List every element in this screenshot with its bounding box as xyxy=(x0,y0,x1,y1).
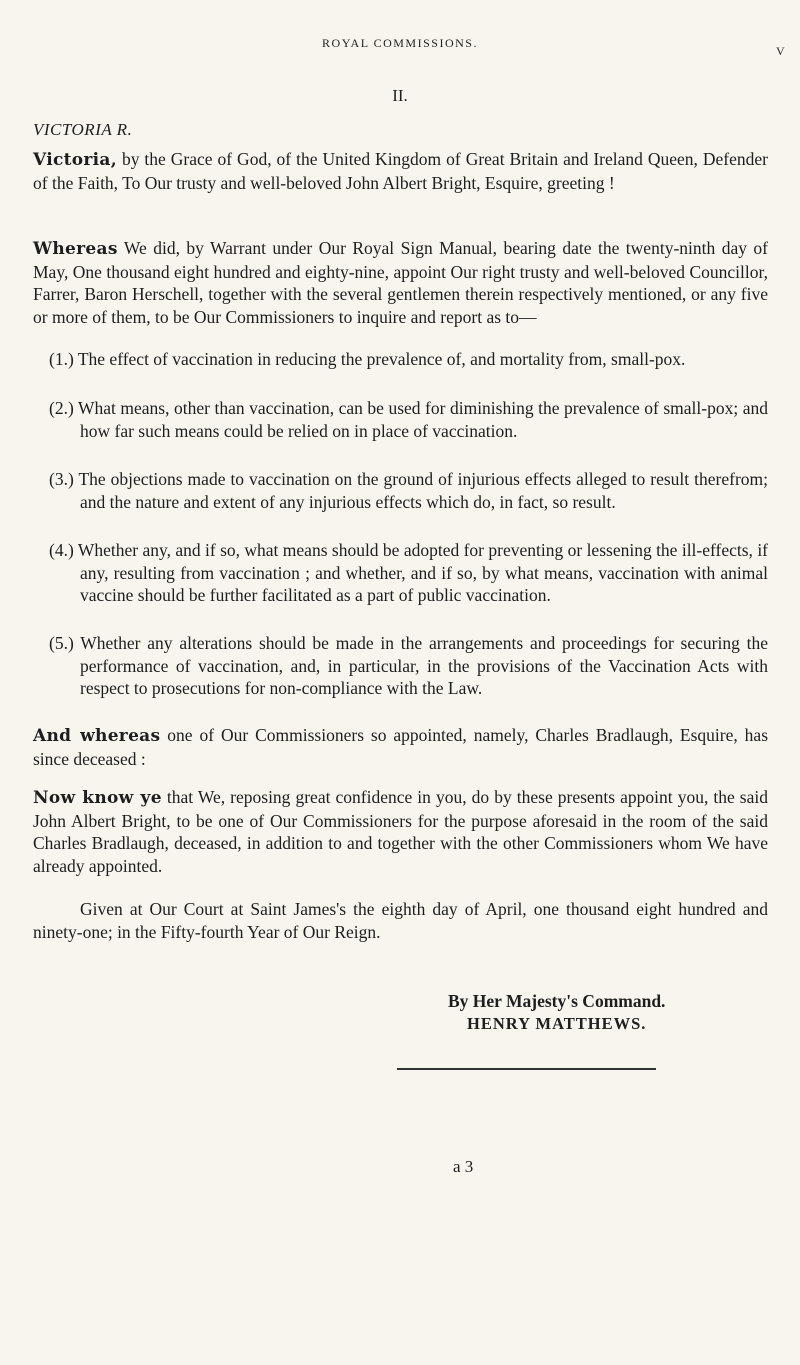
blackletter-lead: Victoria, xyxy=(33,150,117,170)
now-know-text: that We, reposing great confidence in you, do by these presents appoint you, the said John Albert Bright, to be one of Our Commissioners for the purpose aforesaid in the room of the said Charles Bradlaugh, deceased, in addition to and together with the other Commissioners whom We have already appointed. xyxy=(33,787,768,876)
list-item xyxy=(33,539,768,607)
sovereign-signature: VICTORIA R. xyxy=(33,120,133,139)
item-text: The objections made to vaccination on the ground of injurious effects alleged to result therefrom; and the nature and extent of any injurious effects which do, in fact, so result. xyxy=(78,469,768,512)
list-item xyxy=(33,348,768,371)
item-number: (4.) xyxy=(49,540,74,560)
list-item xyxy=(33,468,768,513)
signer-name: HENRY MATTHEWS. xyxy=(467,1014,647,1033)
item-number: (5.) xyxy=(49,633,74,653)
page-number: V xyxy=(776,44,785,58)
list-item xyxy=(33,632,768,700)
and-whereas-paragraph xyxy=(33,724,768,770)
item-text: What means, other than vaccination, can be used for diminishing the prevalence of small-pox; and how far such means could be relied on in place of vaccination. xyxy=(77,398,769,441)
list-item xyxy=(33,397,768,442)
preamble-text: by the Grace of God, of the United Kingdom of Great Britain and Ireland Queen, Defender of the Faith, To Our trusty and well-beloved John Albert Bright, Esquire, greeting ! xyxy=(33,149,768,193)
preamble-paragraph xyxy=(33,148,768,194)
given-paragraph: Given at Our Court at Saint James's the eighth day of April, one thousand eight hundred and ninety-one; in the Fifty-fourth Year of Our Reign. xyxy=(33,899,768,942)
signature-mark: a 3 xyxy=(453,1157,474,1176)
command-line: By Her Majesty's Command. xyxy=(448,991,666,1011)
divider-rule xyxy=(397,1068,656,1070)
whereas-text: We did, by Warrant under Our Royal Sign Manual, bearing date the twenty-ninth day of May, One thousand eight hundred and eighty-nine, appoint Our right trusty and well-beloved Councillor, Farrer, Baron Herschell, together with the several gentlemen therein respectively mentioned, or any five or more of them, to be Our Commissioners to inquire and report as to— xyxy=(33,238,768,327)
now-know-paragraph xyxy=(33,786,768,877)
item-number: (3.) xyxy=(49,469,74,489)
blackletter-lead: And whereas xyxy=(33,726,161,746)
blackletter-lead: Now know ye xyxy=(33,788,162,808)
blackletter-lead: Whereas xyxy=(33,239,118,259)
and-whereas-text: one of Our Commissioners so appointed, namely, Charles Bradlaugh, Esquire, has since deceased : xyxy=(33,725,769,769)
item-number: (2.) xyxy=(49,398,74,418)
running-head: ROYAL COMMISSIONS. xyxy=(322,36,478,50)
item-text: The effect of vaccination in reducing the prevalence of, and mortality from, small-pox. xyxy=(77,349,686,369)
item-number: (1.) xyxy=(49,349,74,369)
item-text: Whether any alterations should be made in the arrangements and proceedings for securing the performance of vaccination, and, in particular, in the provisions of the Vaccination Acts with respect to prosecutions for non-compliance with the Law. xyxy=(80,633,769,698)
section-number: II. xyxy=(392,86,408,105)
item-text: Whether any, and if so, what means should be adopted for preventing or lessening the ill-effects, if any, resulting from vaccination ; and whether, and if so, by what means, vaccination with animal vaccine should be further facilitated as a part of public vaccination. xyxy=(77,540,769,605)
whereas-paragraph xyxy=(33,237,768,328)
